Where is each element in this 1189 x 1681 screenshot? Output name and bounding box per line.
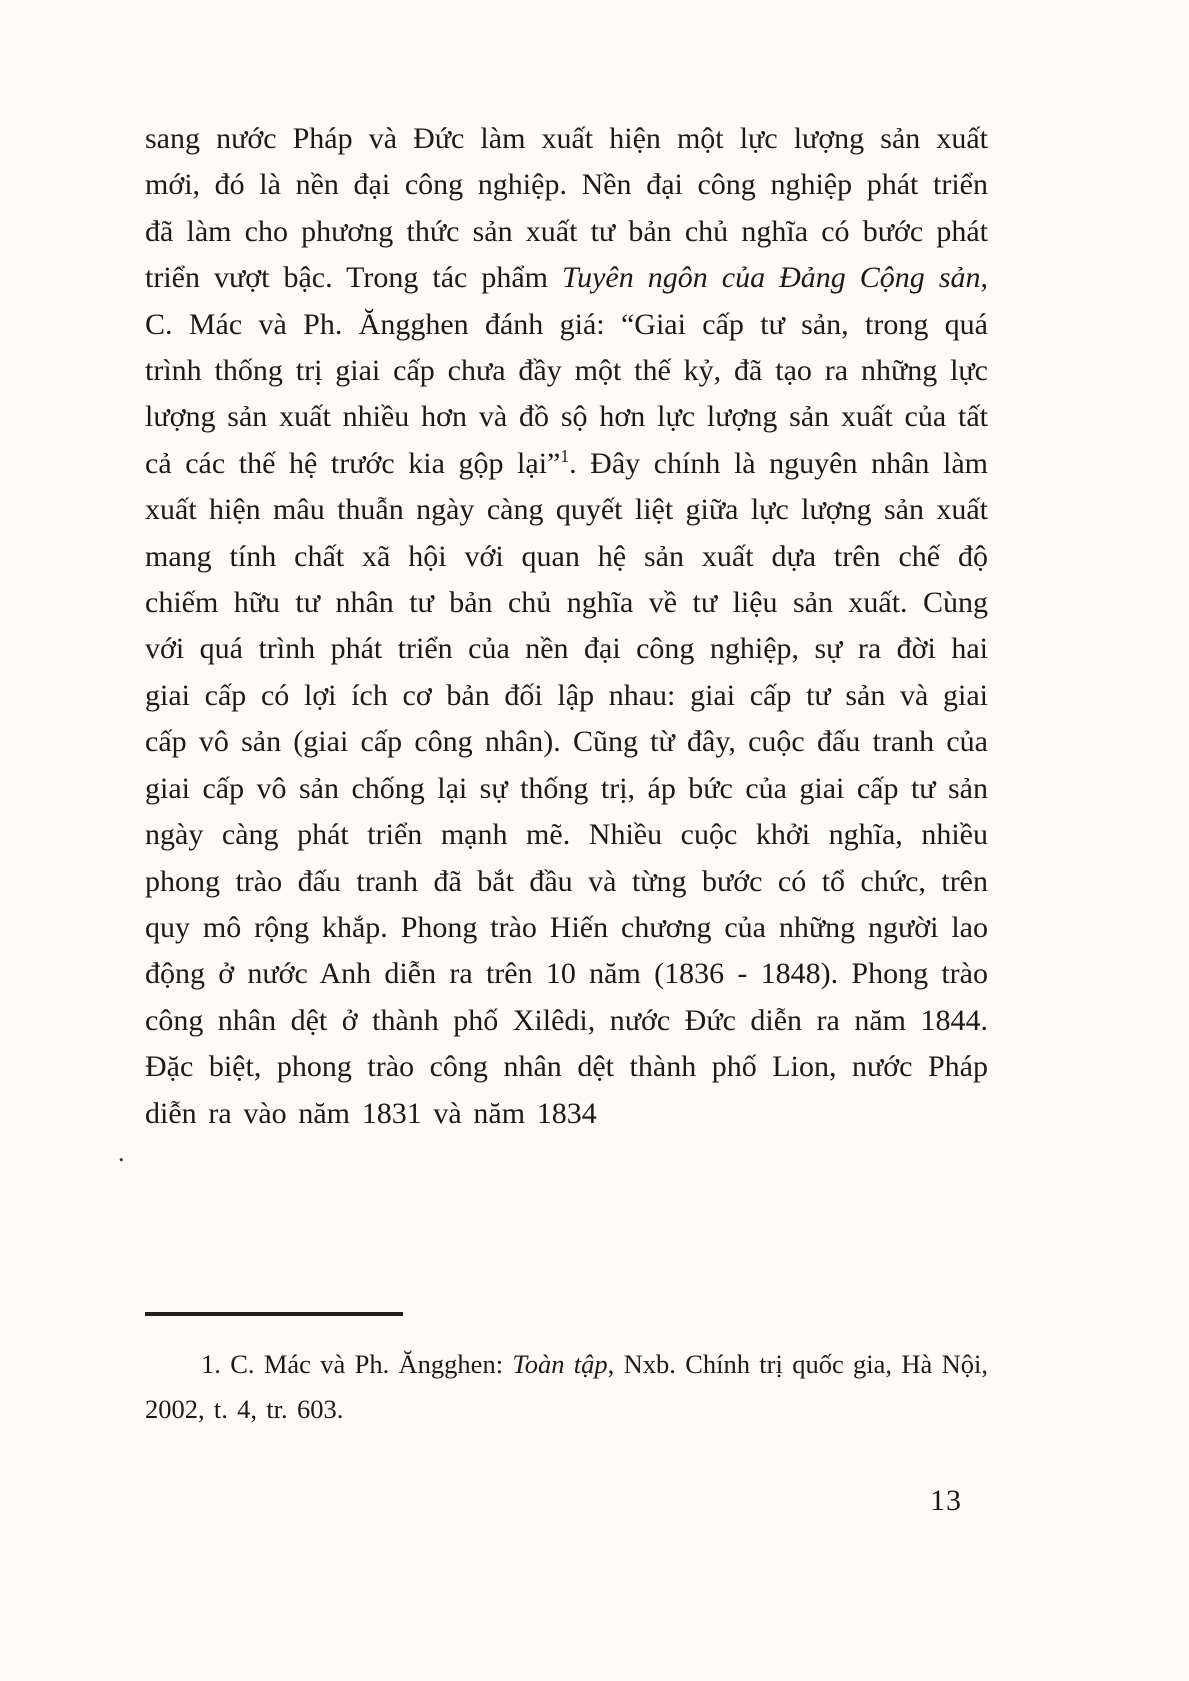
footnote-run: 1. C. Mác và Ph. Ăngghen: [201,1349,513,1379]
footnote-divider-rule [145,1312,403,1316]
footnote-run: , Nxb. Chính trị quốc gia, Hà Nội, 2002, t. 4, tr. 603. [145,1349,988,1424]
footnote-reference-marker: 1 [560,445,570,466]
body-run: . Đây chính là nguyên nhân làm xuất hiện mâu thuẫn ngày càng quyết liệt giữa lực lượng sản xuất mang tính chất xã hội với quan hệ sản xuất dựa trên chế độ chiếm hữu tư nhân tư bản chủ nghĩa về tư liệu sản xuất. Cùng với quá trình phát triển của nền đại công nghiệp, sự ra đời hai giai cấp có lợi ích cơ bản đối lập nhau: giai cấp tư sản và giai cấp vô sản (giai cấp công nhân). Cũng từ đây, cuộc đấu tranh của giai cấp vô sản chống lại sự thống trị, áp bức của giai cấp tư sản ngày càng phát triển mạnh mẽ. Nhiều cuộc khởi nghĩa, nhiều phong trào đấu tranh đã bắt đầu và từng bước có tổ chức, trên quy mô rộng khắp. Phong trào Hiến chương của những người lao động ở nước Anh diễn ra trên 10 năm (1836 - 1848). Phong trào công nhân dệt ở thành phố Xilêdi, nước Đức diễn ra năm 1844. Đặc biệt, phong trào công nhân dệt thành phố Lion, nước Pháp diễn ra vào năm 1831 và năm 1834 [145,446,988,1130]
body-text-block [145,116,988,1137]
footnote-area [145,1312,988,1432]
body-run: sang nước Pháp và Đức làm xuất hiện một lực lượng sản xuất mới, đó là nền đại công nghiệp. Nền đại công nghiệp phát triển đã làm cho phương thức sản xuất tư bản chủ nghĩa có bước phát triển vượt bậc. Trong tác phẩm [145,122,988,295]
footnote-text [145,1342,988,1432]
footnote-work-title-italic: Toàn tập [512,1349,608,1379]
work-title-italic: Tuyên ngôn của Đảng Cộng sản [562,261,981,295]
body-run: , C. Mác và Ph. Ăngghen đánh giá: “Giai cấp tư sản, trong quá trình thống trị giai cấp chưa đầy một thế kỷ, đã tạo ra những lực lượng sản xuất nhiều hơn và đồ sộ hơn lực lượng sản xuất của tất cả các thế hệ trước kia gộp lại” [145,261,988,480]
scan-artifact-dot: . [118,1138,125,1167]
page-number: 13 [930,1484,962,1517]
body-paragraph [145,116,988,1137]
